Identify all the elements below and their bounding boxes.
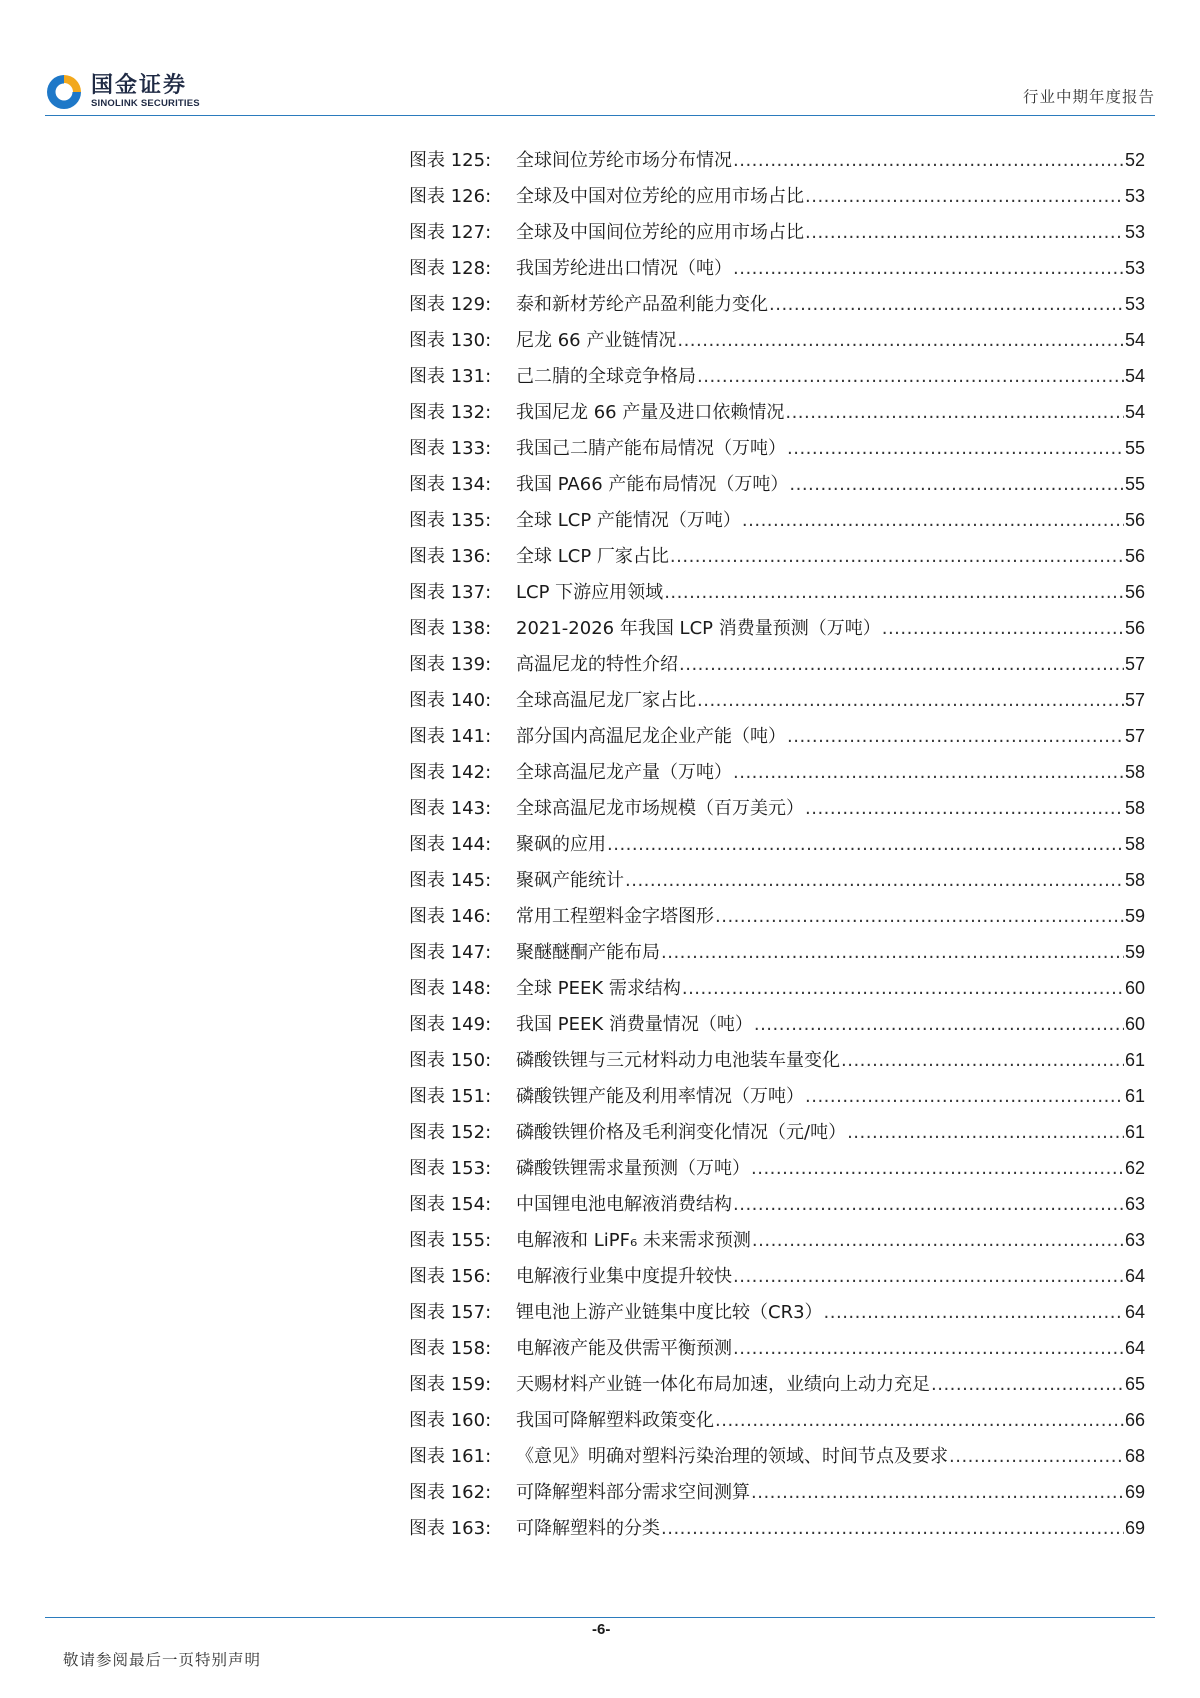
toc-dot-leader bbox=[697, 683, 1124, 719]
toc-dot-leader bbox=[752, 1223, 1124, 1259]
toc-dot-leader bbox=[787, 719, 1124, 755]
toc-entry-label: 图表 153: bbox=[409, 1158, 492, 1179]
toc-entry-page: 58 bbox=[1124, 870, 1145, 890]
toc-entry-title: 全球及中国对位芳纶的应用市场占比 bbox=[516, 186, 804, 207]
toc-entry-label: 图表 162: bbox=[409, 1482, 492, 1503]
toc-dot-leader bbox=[949, 1439, 1124, 1475]
toc-entry[interactable] bbox=[409, 1294, 1145, 1330]
toc-entry[interactable] bbox=[409, 142, 1145, 178]
toc-entry-label: 图表 147: bbox=[409, 942, 492, 963]
page-header bbox=[45, 62, 1155, 114]
toc-entry-page: 59 bbox=[1124, 942, 1145, 962]
toc-entry-label: 图表 146: bbox=[409, 906, 492, 927]
toc-dot-leader bbox=[733, 755, 1124, 791]
toc-entry[interactable] bbox=[409, 430, 1145, 466]
toc-entry[interactable] bbox=[409, 1006, 1145, 1042]
toc-dot-leader bbox=[733, 143, 1124, 179]
toc-entry-label: 图表 148: bbox=[409, 978, 492, 999]
toc-entry[interactable] bbox=[409, 1510, 1145, 1546]
toc-entry-title: 我国己二腈产能布局情况（万吨） bbox=[516, 438, 786, 459]
toc-dot-leader bbox=[805, 215, 1124, 251]
toc-dot-leader bbox=[697, 359, 1124, 395]
page-number: -6- bbox=[592, 1621, 611, 1638]
toc-entry-title: 电解液产能及供需平衡预测 bbox=[516, 1338, 732, 1359]
toc-entry-title: 磷酸铁锂与三元材料动力电池装车量变化 bbox=[516, 1050, 840, 1071]
toc-entry[interactable] bbox=[409, 214, 1145, 250]
toc-entry-title: 电解液行业集中度提升较快 bbox=[516, 1266, 732, 1287]
disclaimer-text: 敬请参阅最后一页特别声明 bbox=[63, 1651, 262, 1669]
toc-entry[interactable] bbox=[409, 1474, 1145, 1510]
toc-entry[interactable] bbox=[409, 1258, 1145, 1294]
toc-entry-label: 图表 139: bbox=[409, 654, 492, 675]
toc-entry-label: 图表 154: bbox=[409, 1194, 492, 1215]
toc-entry-label: 图表 158: bbox=[409, 1338, 492, 1359]
toc-entry[interactable] bbox=[409, 646, 1145, 682]
toc-entry-page: 62 bbox=[1124, 1158, 1145, 1178]
toc-entry-label: 图表 126: bbox=[409, 186, 492, 207]
toc-entry-page: 57 bbox=[1124, 690, 1145, 710]
toc-dot-leader bbox=[751, 1151, 1124, 1187]
toc-entry[interactable] bbox=[409, 1330, 1145, 1366]
toc-entry-label: 图表 163: bbox=[409, 1518, 492, 1539]
toc-entry-page: 54 bbox=[1124, 330, 1145, 350]
toc-entry-label: 图表 140: bbox=[409, 690, 492, 711]
toc-entry-page: 53 bbox=[1124, 186, 1145, 206]
toc-dot-leader bbox=[715, 1403, 1124, 1439]
logo-chinese-name: 国金证券 bbox=[91, 73, 188, 98]
toc-dot-leader bbox=[789, 467, 1124, 503]
toc-entry-label: 图表 141: bbox=[409, 726, 492, 747]
toc-dot-leader bbox=[733, 1187, 1124, 1223]
header-divider bbox=[45, 115, 1155, 116]
toc-entry-page: 53 bbox=[1124, 258, 1145, 278]
toc-entry-page: 56 bbox=[1124, 582, 1145, 602]
toc-entry-page: 55 bbox=[1124, 438, 1145, 458]
toc-dot-leader bbox=[847, 1115, 1124, 1151]
toc-entry-page: 66 bbox=[1124, 1410, 1145, 1430]
toc-entry-title: 我国 PA66 产能布局情况（万吨） bbox=[516, 474, 789, 495]
toc-entry-label: 图表 125: bbox=[409, 150, 492, 171]
toc-dot-leader bbox=[824, 1295, 1124, 1331]
toc-entry-title: 聚砜产能统计 bbox=[516, 870, 624, 891]
toc-entry-page: 61 bbox=[1124, 1050, 1145, 1070]
toc-entry-title: 全球 LCP 产能情况（万吨） bbox=[516, 510, 741, 531]
toc-entry-title: 部分国内高温尼龙企业产能（吨） bbox=[516, 726, 786, 747]
toc-entry-title: 磷酸铁锂产能及利用率情况（万吨） bbox=[516, 1086, 804, 1107]
toc-entry-page: 56 bbox=[1124, 510, 1145, 530]
toc-entry[interactable] bbox=[409, 898, 1145, 934]
toc-entry-label: 图表 142: bbox=[409, 762, 492, 783]
toc-entry-page: 54 bbox=[1124, 366, 1145, 386]
toc-entry-title: 我国尼龙 66 产量及进口依赖情况 bbox=[516, 402, 785, 423]
toc-entry[interactable] bbox=[409, 250, 1145, 286]
toc-entry-label: 图表 134: bbox=[409, 474, 492, 495]
toc-entry-title: 全球 PEEK 需求结构 bbox=[516, 978, 681, 999]
toc-entry[interactable] bbox=[409, 862, 1145, 898]
toc-entry-page: 69 bbox=[1124, 1518, 1145, 1538]
toc-dot-leader bbox=[715, 899, 1124, 935]
toc-entry-title: 我国可降解塑料政策变化 bbox=[516, 1410, 714, 1431]
toc-entry-page: 56 bbox=[1124, 546, 1145, 566]
toc-entry-title: 全球高温尼龙厂家占比 bbox=[516, 690, 696, 711]
toc-dot-leader bbox=[841, 1043, 1124, 1079]
toc-entry-title: 全球高温尼龙产量（万吨） bbox=[516, 762, 732, 783]
toc-entry[interactable] bbox=[409, 718, 1145, 754]
toc-dot-leader bbox=[742, 503, 1124, 539]
toc-entry-label: 图表 145: bbox=[409, 870, 492, 891]
toc-dot-leader bbox=[931, 1367, 1124, 1403]
toc-entry-label: 图表 157: bbox=[409, 1302, 492, 1323]
company-logo bbox=[45, 72, 200, 112]
toc-entry-title: 全球间位芳纶市场分布情况 bbox=[516, 150, 732, 171]
toc-entry[interactable] bbox=[409, 538, 1145, 574]
toc-entry-page: 60 bbox=[1124, 1014, 1145, 1034]
toc-dot-leader bbox=[805, 179, 1124, 215]
toc-dot-leader bbox=[661, 935, 1124, 971]
toc-entry-title: 《意见》明确对塑料污染治理的领域、时间节点及要求 bbox=[516, 1446, 948, 1467]
toc-entry[interactable] bbox=[409, 1366, 1145, 1402]
toc-dot-leader bbox=[882, 611, 1124, 647]
toc-entry-label: 图表 130: bbox=[409, 330, 492, 351]
toc-dot-leader bbox=[787, 431, 1124, 467]
toc-dot-leader bbox=[677, 323, 1124, 359]
toc-entry-title: 电解液和 LiPF₆ 未来需求预测 bbox=[516, 1230, 751, 1251]
toc-entry-title: 尼龙 66 产业链情况 bbox=[516, 330, 677, 351]
toc-entry-page: 53 bbox=[1124, 222, 1145, 242]
toc-dot-leader bbox=[670, 539, 1124, 575]
toc-entry-page: 56 bbox=[1124, 618, 1145, 638]
toc-entry-page: 58 bbox=[1124, 834, 1145, 854]
toc-dot-leader bbox=[733, 1259, 1124, 1295]
toc-entry-title: 常用工程塑料金字塔图形 bbox=[516, 906, 714, 927]
toc-entry[interactable] bbox=[409, 286, 1145, 322]
toc-entry[interactable] bbox=[409, 358, 1145, 394]
toc-entry-title: 2021-2026 年我国 LCP 消费量预测（万吨） bbox=[516, 618, 881, 639]
toc-entry-label: 图表 136: bbox=[409, 546, 492, 567]
toc-entry-title: 磷酸铁锂价格及毛利润变化情况（元/吨） bbox=[516, 1122, 847, 1143]
toc-dot-leader bbox=[625, 863, 1124, 899]
toc-dot-leader bbox=[754, 1007, 1124, 1043]
toc-dot-leader bbox=[679, 647, 1124, 683]
sinolink-logo-icon bbox=[45, 73, 83, 111]
toc-entry-label: 图表 129: bbox=[409, 294, 492, 315]
toc-dot-leader bbox=[769, 287, 1124, 323]
toc-entry[interactable] bbox=[409, 1222, 1145, 1258]
toc-entry-page: 64 bbox=[1124, 1338, 1145, 1358]
toc-entry-label: 图表 143: bbox=[409, 798, 492, 819]
toc-entry-label: 图表 127: bbox=[409, 222, 492, 243]
toc-entry-title: 高温尼龙的特性介绍 bbox=[516, 654, 678, 675]
toc-entry-page: 59 bbox=[1124, 906, 1145, 926]
toc-entry-label: 图表 132: bbox=[409, 402, 492, 423]
toc-dot-leader bbox=[733, 251, 1124, 287]
toc-dot-leader bbox=[682, 971, 1124, 1007]
toc-entry-title: 中国锂电池电解液消费结构 bbox=[516, 1194, 732, 1215]
toc-entry[interactable] bbox=[409, 1402, 1145, 1438]
toc-entry-page: 61 bbox=[1124, 1086, 1145, 1106]
toc-dot-leader bbox=[751, 1475, 1124, 1511]
toc-entry-page: 63 bbox=[1124, 1230, 1145, 1250]
toc-dot-leader bbox=[607, 827, 1124, 863]
logo-english-name: SINOLINK SECURITIES bbox=[91, 98, 200, 109]
toc-entry[interactable] bbox=[409, 790, 1145, 826]
toc-dot-leader bbox=[661, 1511, 1124, 1547]
toc-entry-label: 图表 156: bbox=[409, 1266, 492, 1287]
toc-entry[interactable] bbox=[409, 754, 1145, 790]
toc-entry-page: 60 bbox=[1124, 978, 1145, 998]
toc-entry-page: 64 bbox=[1124, 1266, 1145, 1286]
toc-entry-page: 58 bbox=[1124, 762, 1145, 782]
toc-entry-title: 聚砜的应用 bbox=[516, 834, 606, 855]
toc-entry[interactable] bbox=[409, 1114, 1145, 1150]
toc-entry-label: 图表 149: bbox=[409, 1014, 492, 1035]
toc-entry-title: 聚醚醚酮产能布局 bbox=[516, 942, 660, 963]
toc-entry-title: 全球高温尼龙市场规模（百万美元） bbox=[516, 798, 804, 819]
toc-entry[interactable] bbox=[409, 610, 1145, 646]
toc-entry-title: 磷酸铁锂需求量预测（万吨） bbox=[516, 1158, 750, 1179]
toc-entry[interactable] bbox=[409, 970, 1145, 1006]
toc-entry-page: 53 bbox=[1124, 294, 1145, 314]
toc-entry[interactable] bbox=[409, 1186, 1145, 1222]
toc-entry-title: 我国 PEEK 消费量情况（吨） bbox=[516, 1014, 753, 1035]
toc-entry-page: 65 bbox=[1124, 1374, 1145, 1394]
toc-entry-label: 图表 155: bbox=[409, 1230, 492, 1251]
toc-entry-label: 图表 137: bbox=[409, 582, 492, 603]
figure-index-list bbox=[409, 142, 1145, 1546]
toc-entry-title: 全球 LCP 厂家占比 bbox=[516, 546, 669, 567]
toc-entry-label: 图表 152: bbox=[409, 1122, 492, 1143]
toc-entry-page: 52 bbox=[1124, 150, 1145, 170]
toc-dot-leader bbox=[733, 1331, 1124, 1367]
footer-divider bbox=[45, 1617, 1155, 1618]
toc-entry[interactable] bbox=[409, 178, 1145, 214]
toc-dot-leader bbox=[805, 791, 1124, 827]
toc-entry[interactable] bbox=[409, 322, 1145, 358]
toc-entry-page: 63 bbox=[1124, 1194, 1145, 1214]
toc-entry-title: 天赐材料产业链一体化布局加速，业绩向上动力充足 bbox=[516, 1374, 930, 1395]
toc-entry-title: 锂电池上游产业链集中度比较（CR3） bbox=[516, 1302, 823, 1323]
toc-entry-page: 64 bbox=[1124, 1302, 1145, 1322]
toc-entry-page: 57 bbox=[1124, 726, 1145, 746]
toc-entry[interactable] bbox=[409, 1150, 1145, 1186]
toc-dot-leader bbox=[785, 395, 1124, 431]
toc-entry-page: 68 bbox=[1124, 1446, 1145, 1466]
toc-entry-page: 54 bbox=[1124, 402, 1145, 422]
toc-entry-page: 69 bbox=[1124, 1482, 1145, 1502]
toc-entry-label: 图表 133: bbox=[409, 438, 492, 459]
toc-entry-label: 图表 160: bbox=[409, 1410, 492, 1431]
toc-entry[interactable] bbox=[409, 466, 1145, 502]
toc-entry-title: 可降解塑料部分需求空间测算 bbox=[516, 1482, 750, 1503]
toc-entry[interactable] bbox=[409, 574, 1145, 610]
toc-dot-leader bbox=[805, 1079, 1124, 1115]
toc-entry[interactable] bbox=[409, 826, 1145, 862]
toc-entry-label: 图表 128: bbox=[409, 258, 492, 279]
toc-entry-page: 58 bbox=[1124, 798, 1145, 818]
toc-entry-title: 我国芳纶进出口情况（吨） bbox=[516, 258, 732, 279]
toc-entry-label: 图表 144: bbox=[409, 834, 492, 855]
toc-entry[interactable] bbox=[409, 394, 1145, 430]
toc-entry-title: 全球及中国间位芳纶的应用市场占比 bbox=[516, 222, 804, 243]
toc-entry-label: 图表 131: bbox=[409, 366, 492, 387]
toc-entry-label: 图表 135: bbox=[409, 510, 492, 531]
toc-entry-page: 57 bbox=[1124, 654, 1145, 674]
toc-entry-title: 可降解塑料的分类 bbox=[516, 1518, 660, 1539]
toc-entry[interactable] bbox=[409, 1078, 1145, 1114]
report-type-label: 行业中期年度报告 bbox=[1022, 88, 1155, 106]
toc-entry-title: 泰和新材芳纶产品盈利能力变化 bbox=[516, 294, 768, 315]
toc-entry-title: 己二腈的全球竞争格局 bbox=[516, 366, 696, 387]
toc-entry[interactable] bbox=[409, 1438, 1145, 1474]
toc-entry-label: 图表 151: bbox=[409, 1086, 492, 1107]
toc-entry[interactable] bbox=[409, 682, 1145, 718]
toc-entry-label: 图表 138: bbox=[409, 618, 492, 639]
toc-entry-page: 61 bbox=[1124, 1122, 1145, 1142]
toc-entry-title: LCP 下游应用领域 bbox=[516, 582, 664, 603]
toc-entry[interactable] bbox=[409, 1042, 1145, 1078]
toc-entry-page: 55 bbox=[1124, 474, 1145, 494]
toc-entry[interactable] bbox=[409, 934, 1145, 970]
toc-dot-leader bbox=[664, 575, 1124, 611]
toc-entry-label: 图表 161: bbox=[409, 1446, 492, 1467]
toc-entry[interactable] bbox=[409, 502, 1145, 538]
toc-entry-label: 图表 150: bbox=[409, 1050, 492, 1071]
toc-entry-label: 图表 159: bbox=[409, 1374, 492, 1395]
